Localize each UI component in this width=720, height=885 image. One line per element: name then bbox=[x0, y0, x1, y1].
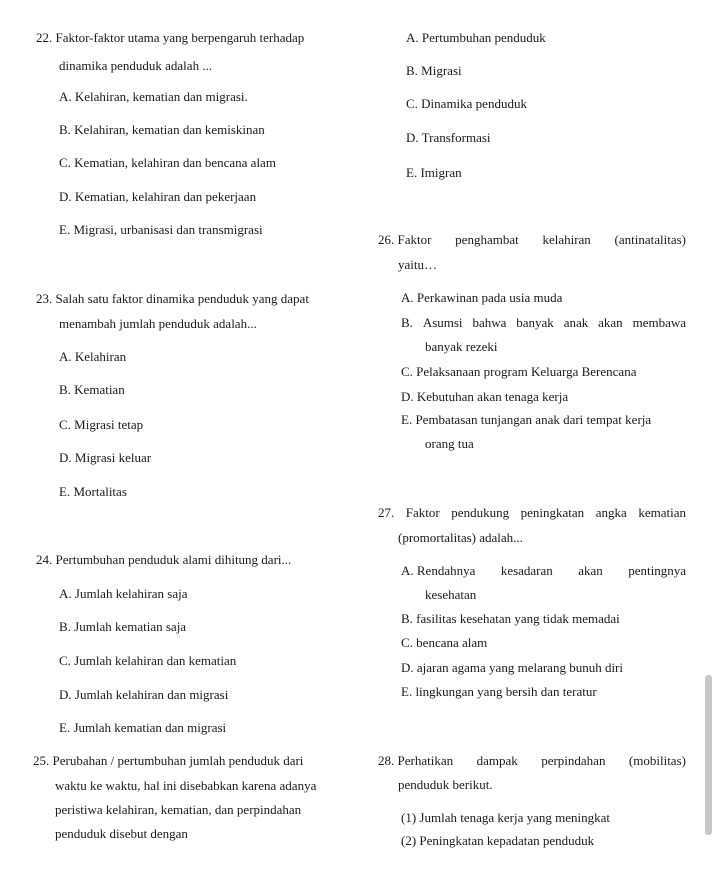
vertical-scrollbar[interactable] bbox=[705, 675, 712, 835]
q28-item-2: (2) Peningkatan kepadatan penduduk bbox=[401, 833, 595, 848]
question-23-text-cont: menambah jumlah penduduk adalah... bbox=[59, 316, 257, 331]
question-27-text: 27. Faktor pendukung peningkatan angka kematian bbox=[378, 505, 686, 520]
q26-option-e-cont: orang tua bbox=[425, 436, 474, 451]
q23-option-c: C. Migrasi tetap bbox=[59, 417, 144, 432]
q24-option-c: C. Jumlah kelahiran dan kematian bbox=[59, 653, 237, 668]
q24-option-b: B. Jumlah kematian saja bbox=[59, 619, 187, 634]
q24-option-d: D. Jumlah kelahiran dan migrasi bbox=[59, 687, 229, 702]
q27-option-a-cont: kesehatan bbox=[425, 587, 477, 602]
question-25-text-cont-1: waktu ke waktu, hal ini disebabkan karena adanya bbox=[55, 778, 317, 793]
question-28-text-cont: penduduk berikut. bbox=[398, 777, 493, 792]
question-26-text: 26. Faktor penghambat kelahiran (antinatalitas) bbox=[378, 232, 686, 247]
q27-option-b: B. fasilitas kesehatan yang tidak memadai bbox=[401, 611, 620, 626]
q25-option-b: B. Migrasi bbox=[406, 63, 462, 78]
q25-option-e: E. Imigran bbox=[406, 165, 462, 180]
q26-option-d: D. Kebutuhan akan tenaga kerja bbox=[401, 389, 569, 404]
question-22-text-cont: dinamika penduduk adalah ... bbox=[59, 58, 213, 73]
q26-option-e: E. Pembatasan tunjangan anak dari tempat kerja bbox=[401, 412, 652, 427]
q26-option-b: B. Asumsi bahwa banyak anak akan membawa bbox=[401, 315, 686, 330]
q22-option-e: E. Migrasi, urbanisasi dan transmigrasi bbox=[59, 222, 263, 237]
q27-option-d: D. ajaran agama yang melarang bunuh diri bbox=[401, 660, 623, 675]
q24-option-e: E. Jumlah kematian dan migrasi bbox=[59, 720, 227, 735]
q23-option-d: D. Migrasi keluar bbox=[59, 450, 152, 465]
question-23-text: 23. Salah satu faktor dinamika penduduk yang dapat bbox=[36, 291, 309, 306]
question-22-text: 22. Faktor-faktor utama yang berpengaruh terhadap bbox=[36, 30, 305, 45]
question-24-text: 24. Pertumbuhan penduduk alami dihitung dari... bbox=[36, 552, 292, 567]
question-25-text-cont-2: peristiwa kelahiran, kematian, dan perpindahan bbox=[55, 802, 302, 817]
q25-option-c: C. Dinamika penduduk bbox=[406, 96, 527, 111]
q23-option-a: A. Kelahiran bbox=[59, 349, 127, 364]
question-25-text: 25. Perubahan / pertumbuhan jumlah penduduk dari bbox=[33, 753, 304, 768]
question-25-text-cont-3: penduduk disebut dengan bbox=[55, 826, 188, 841]
q22-option-a: A. Kelahiran, kematian dan migrasi. bbox=[59, 89, 248, 104]
q22-option-b: B. Kelahiran, kematian dan kemiskinan bbox=[59, 122, 265, 137]
q27-option-e: E. lingkungan yang bersih dan teratur bbox=[401, 684, 597, 699]
q24-option-a: A. Jumlah kelahiran saja bbox=[59, 586, 188, 601]
q23-option-b: B. Kematian bbox=[59, 382, 125, 397]
q26-option-a: A. Perkawinan pada usia muda bbox=[401, 290, 563, 305]
q22-option-d: D. Kematian, kelahiran dan pekerjaan bbox=[59, 189, 257, 204]
q25-option-d: D. Transformasi bbox=[406, 130, 491, 145]
q27-option-c: C. bencana alam bbox=[401, 635, 488, 650]
q27-option-a: A. Rendahnya kesadaran akan pentingnya bbox=[401, 563, 686, 578]
question-26-text-cont: yaitu… bbox=[398, 257, 437, 272]
q28-item-1: (1) Jumlah tenaga kerja yang meningkat bbox=[401, 810, 611, 825]
question-28-text: 28. Perhatikan dampak perpindahan (mobilitas) bbox=[378, 753, 686, 768]
q26-option-b-cont: banyak rezeki bbox=[425, 339, 498, 354]
q26-option-c: C. Pelaksanaan program Keluarga Berencana bbox=[401, 364, 637, 379]
q25-option-a: A. Pertumbuhan penduduk bbox=[406, 30, 546, 45]
question-27-text-cont: (promortalitas) adalah... bbox=[398, 530, 523, 545]
q22-option-c: C. Kematian, kelahiran dan bencana alam bbox=[59, 155, 276, 170]
q23-option-e: E. Mortalitas bbox=[59, 484, 127, 499]
